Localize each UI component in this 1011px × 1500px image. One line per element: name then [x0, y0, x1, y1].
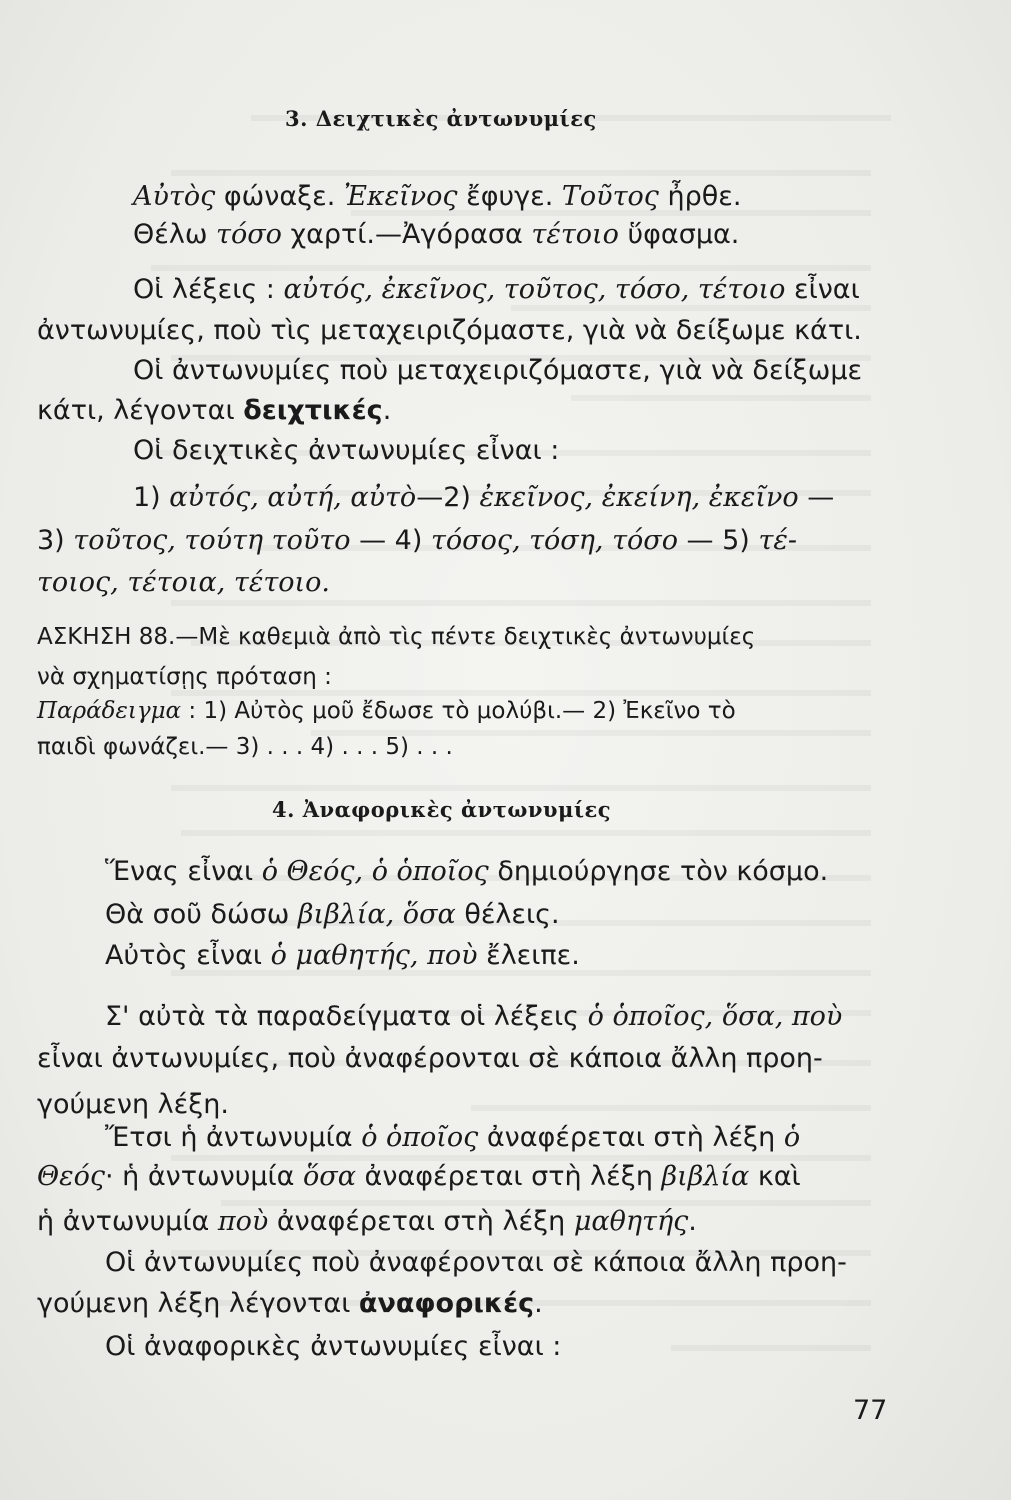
- example-text: ὕφασμα.: [618, 219, 740, 250]
- text-span: : 1) Αὐτὸς μοῦ ἔδωσε τὸ μολύβι.— 2) Ἐκεῖνο τὸ: [181, 698, 736, 724]
- example-word: τέτοιο: [531, 219, 619, 250]
- example-word: Τοῦτος: [561, 181, 659, 212]
- text-span: κάτι, λέγονται: [37, 395, 244, 426]
- italic-span: ὁ ὁποῖος: [361, 1122, 479, 1153]
- italic-span: Θεός: [37, 1161, 106, 1192]
- text-span: θέλεις.: [455, 899, 560, 930]
- text-span: 3): [37, 525, 74, 556]
- italic-span: τέ-: [758, 525, 797, 556]
- text-span: καὶ: [749, 1161, 801, 1192]
- italic-span: τοῦτος, τούτη τοῦτο: [73, 525, 351, 556]
- term-bold: ἀναφορικές: [358, 1288, 535, 1319]
- paragraph-line: Οἱ ἀντωνυμίες ποὺ μεταχειριζόμαστε, γιὰ νὰ δείξωμε: [133, 355, 863, 386]
- paragraph-line: [133, 276, 860, 303]
- text-span: Σ' αὐτὰ τὰ παραδείγματα οἱ λέξεις: [105, 1001, 588, 1032]
- page-number: 77: [853, 1395, 888, 1426]
- paragraph-line: [37, 1208, 697, 1235]
- paragraph-line: [105, 1003, 842, 1030]
- text-span: εἶναι: [785, 274, 860, 305]
- section-3-heading: 3. Δειχτικὲς ἀντωνυμίες: [285, 106, 597, 131]
- text-span: ἀναφέρεται στὴ λέξη: [355, 1161, 662, 1192]
- example-label: Παράδειγμα: [37, 698, 182, 724]
- text-span: ἔλειπε.: [477, 940, 580, 971]
- text-span: γούμενη λέξη λέγονται: [37, 1288, 359, 1319]
- text-span: δημιούργησε τὸν κόσμο.: [488, 856, 829, 887]
- italic-span: ὁ: [783, 1122, 801, 1153]
- example-text: χαρτί.—Ἀγόρασα: [281, 219, 532, 250]
- text-span: Ἕνας εἶναι: [105, 856, 262, 887]
- text-span: ἀναφέρεται στὴ λέξη: [478, 1122, 784, 1153]
- italic-span: ὁ Θεός, ὁ ὁποῖος: [261, 856, 489, 887]
- text-span: Οἱ λέξεις :: [133, 274, 284, 305]
- example-line-1: [133, 183, 741, 210]
- exercise-88-example: [37, 700, 736, 723]
- text-span: Αὐτὸς εἶναι: [105, 940, 271, 971]
- list-line-3: τοιος, τέτοια, τέτοιο.: [37, 567, 330, 598]
- example-line-2: [133, 221, 739, 248]
- example-text: ἦρθε.: [658, 181, 742, 212]
- list-line-1: [133, 484, 834, 511]
- italic-span: αὐτός, αὐτή, αὐτὸ: [169, 482, 417, 513]
- example-line-2: [105, 901, 560, 928]
- paragraph-line: Οἱ ἀντωνυμίες ποὺ ἀναφέρονται σὲ κάποια ἄλλη προη-: [105, 1247, 847, 1278]
- paragraph-line: [37, 1290, 543, 1317]
- paragraph-line: γούμενη λέξη.: [37, 1089, 229, 1120]
- paragraph-line: [37, 397, 391, 424]
- italic-span: ὅσα: [303, 1161, 356, 1192]
- paragraph-line: ἀντωνυμίες, ποὺ τὶς μεταχειριζόμαστε, γιὰ νὰ δείξωμε κάτι.: [37, 315, 862, 346]
- example-text: ἔφυγε.: [457, 181, 562, 212]
- example-word: Αὐτὸς: [133, 181, 216, 212]
- example-word: τόσο: [216, 219, 282, 250]
- list-line-2: [37, 527, 797, 554]
- exercise-88-line: νὰ σχηματίσῃς πρόταση :: [37, 664, 332, 690]
- italic-span: ὁ ὁποῖος, ὅσα, ποὺ: [587, 1001, 843, 1032]
- italic-span: τόσος, τόση, τόσο: [430, 525, 678, 556]
- text-span: Ἔτσι ἡ ἀντωνυμία: [105, 1122, 362, 1153]
- example-word: Ἐκεῖνος: [343, 181, 458, 212]
- example-line-1: [105, 858, 828, 885]
- paragraph-line: Οἱ ἀναφορικὲς ἀντωνυμίες εἶναι :: [105, 1331, 562, 1362]
- text-span: Θὰ σοῦ δώσω: [105, 899, 298, 930]
- italic-span: βιβλία: [661, 1161, 750, 1192]
- italic-span: ὁ μαθητής, ποὺ: [270, 940, 478, 971]
- text-span: — 5): [677, 525, 759, 556]
- term-bold: δειχτικές: [243, 395, 383, 426]
- text-span: .: [534, 1288, 543, 1319]
- paragraph-line: Οἱ δειχτικὲς ἀντωνυμίες εἶναι :: [133, 435, 560, 466]
- text-span: · ἡ ἀντωνυμία: [105, 1161, 304, 1192]
- text-span: — 4): [350, 525, 431, 556]
- paragraph-line: [37, 1163, 801, 1190]
- text-span: —: [798, 482, 835, 513]
- section-4-heading: 4. Ἀναφορικὲς ἀντωνυμίες: [272, 797, 612, 822]
- exercise-88-line: ΑΣΚΗΣΗ 88.—Μὲ καθεμιὰ ἀπὸ τὶς πέντε δειχτικὲς ἀντωνυμίες: [37, 624, 756, 650]
- example-text: φώναξε.: [215, 181, 344, 212]
- italic-span: ποὺ: [217, 1206, 269, 1237]
- italic-span: αὐτός, ἐκεῖνος, τοῦτος, τόσο, τέτοιο: [283, 274, 786, 305]
- text-span: 1): [133, 482, 170, 513]
- italic-span: μαθητής: [573, 1206, 689, 1237]
- text-span: .: [382, 395, 392, 426]
- italic-span: βιβλία, ὅσα: [297, 899, 456, 930]
- text-span: —2): [416, 482, 480, 513]
- text-span: ἡ ἀντωνυμία: [37, 1206, 218, 1237]
- example-text: Θέλω: [133, 219, 217, 250]
- paragraph-line: [105, 1124, 800, 1151]
- text-span: ἀναφέρεται στὴ λέξη: [268, 1206, 574, 1237]
- example-line-3: [105, 942, 580, 969]
- paragraph-line: εἶναι ἀντωνυμίες, ποὺ ἀναφέρονται σὲ κάποια ἄλλη προη-: [37, 1043, 823, 1074]
- text-span: .: [688, 1206, 697, 1237]
- exercise-88-example: παιδὶ φωνάζει.— 3) . . . 4) . . . 5) . . .: [37, 734, 453, 760]
- italic-span: ἐκεῖνος, ἐκείνη, ἐκεῖνο: [479, 482, 799, 513]
